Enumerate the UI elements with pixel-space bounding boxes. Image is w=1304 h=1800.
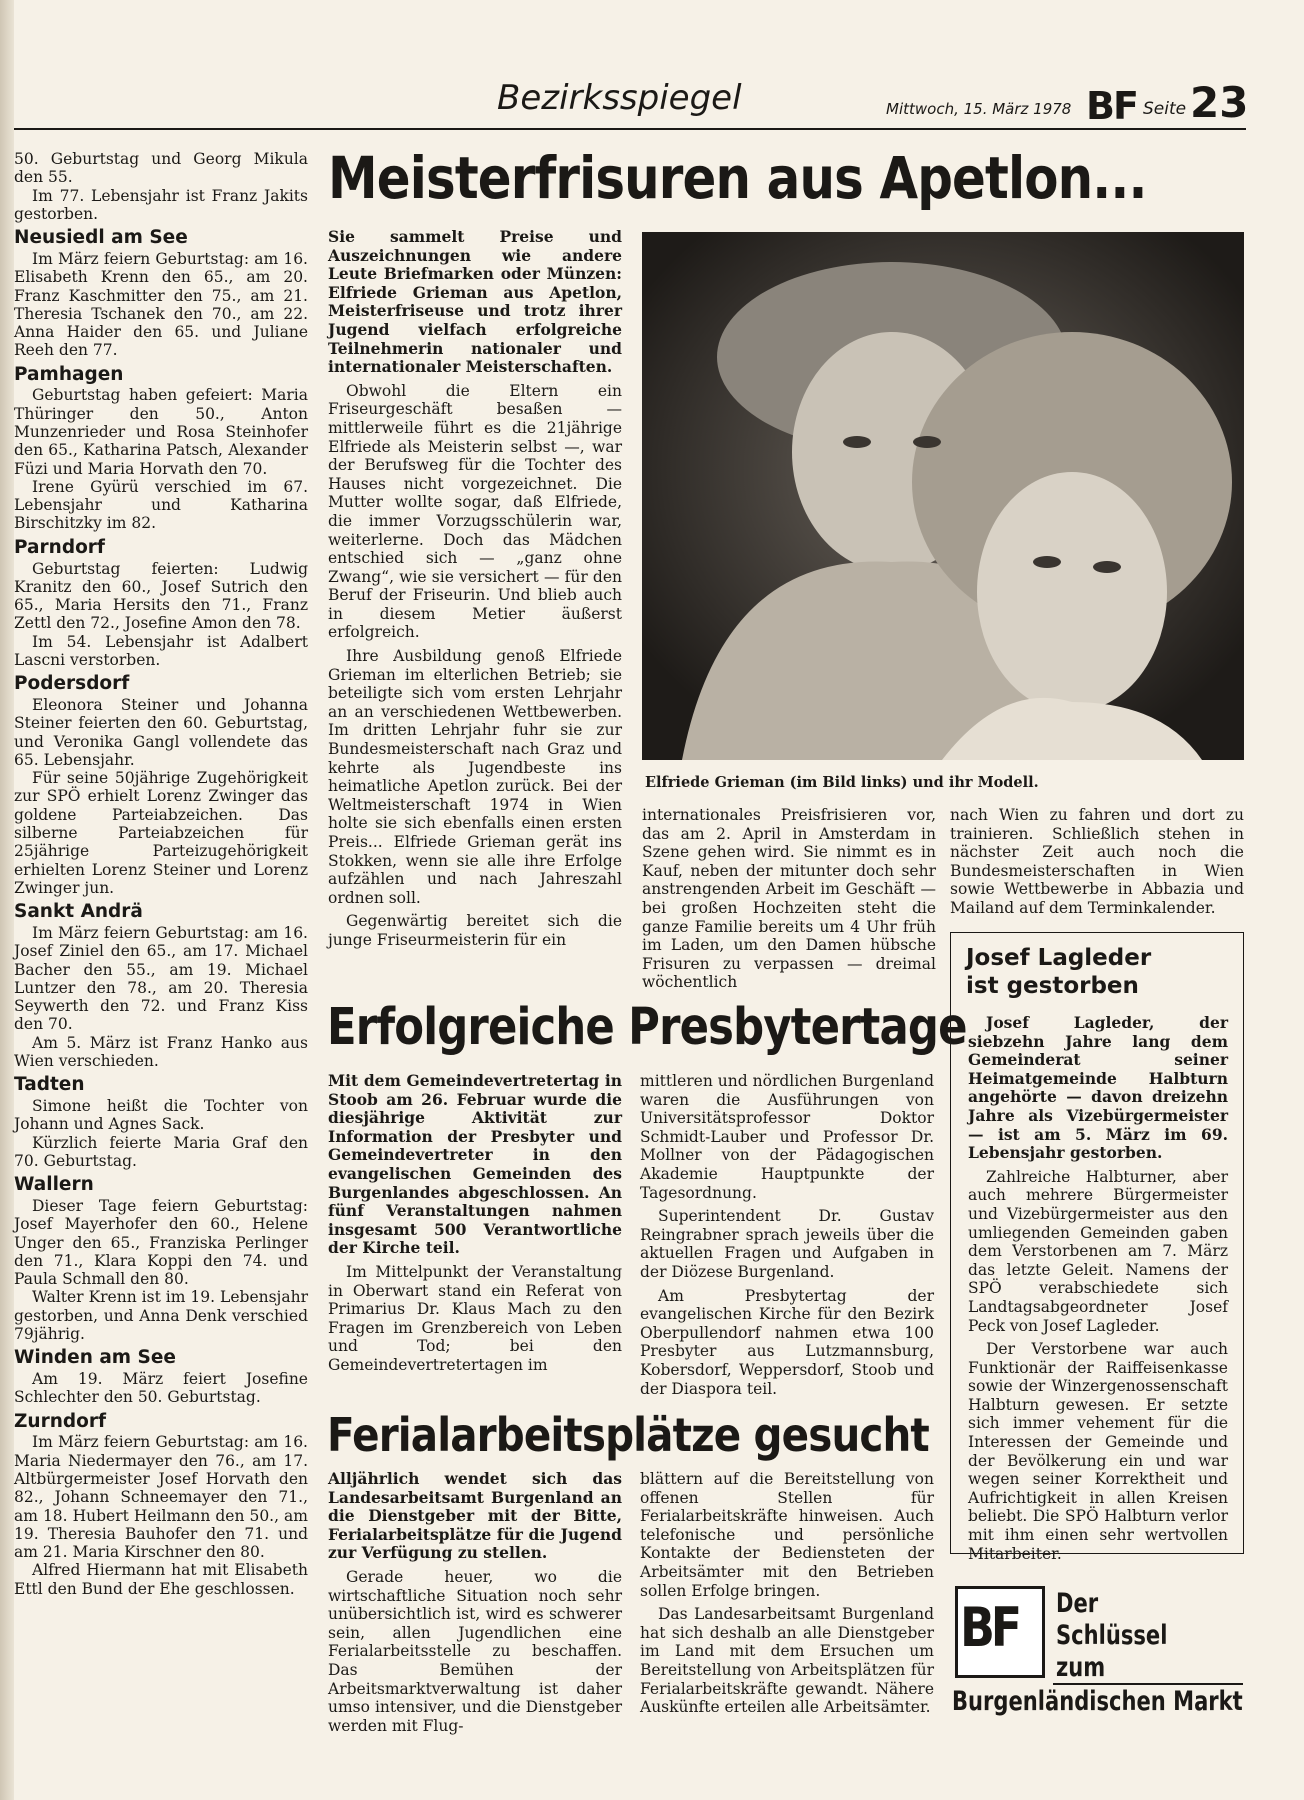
article2-lead: Mit dem Gemeindevertretertag in Stoob am 26. Februar wurde die diesjährige Aktivität zur Information der Presbyter und Gemeindevertreter in den evangelischen Gemeinden des Burgenlandes abgeschlossen. An fünf Veranstaltungen nahmen insgesamt 500 Verantwortliche der Kirche teil. bbox=[328, 1071, 622, 1258]
article3-lead: Alljährlich wendet sich das Landesarbeitsamt Burgenland an die Dienstgeber mit der Bitte, Ferialarbeitsplätze für die Jugend zur Verfügung zu stellen. bbox=[328, 1469, 622, 1563]
left-column bbox=[14, 150, 308, 1598]
article2-paragraph: Superintendent Dr. Gustav Reingrabner sprach jeweils über die aktuellen Fragen und Aufgaben in der Diözese Burgenland. bbox=[640, 1207, 934, 1281]
article2-paragraph: Am Presbytertag der evangelischen Kirche für den Bezirk Oberpullendorf nahmen etwa 100 Presbyter aus Lutzmannsburg, Kobersdorf, Weppersdorf, Stoob und der Diaspora teil. bbox=[640, 1286, 934, 1398]
article2-column-2 bbox=[640, 1072, 934, 1403]
portrait-photo bbox=[642, 232, 1244, 760]
ad-rule bbox=[1053, 1683, 1243, 1685]
obituary-paragraph: Zahlreiche Halbturner, aber auch mehrere Bürgermeister und Vizebürgermeister aus den umliegenden Gemeinden gaben dem Verstorbenen am 7. März das letzte Geleit. Namens der SPÖ verabschiedete sich Landtagsabgeordneter Josef Peck von Josef Lagleder. bbox=[968, 1167, 1228, 1335]
place-paragraph: Im 54. Lebensjahr ist Adalbert Lascni verstorben. bbox=[14, 632, 308, 669]
headline-meisterfrisuren: Meisterfrisuren aus Apetlon... bbox=[328, 144, 1147, 212]
obituary-title bbox=[966, 944, 1151, 1000]
obituary-body bbox=[968, 1014, 1228, 1568]
place-paragraph: Eleonora Steiner und Johanna Steiner feierten den 60. Geburtstag, und Veronika Gangl vollendete das 65. Lebensjahr. bbox=[14, 696, 308, 769]
article1-column-2 bbox=[642, 806, 936, 997]
section-title: Bezirksspiegel bbox=[497, 78, 742, 118]
article3-paragraph: Gerade heuer, wo die wirtschaftliche Situation noch sehr unübersichtlich ist, wird es schwerer sein, allen Jugendlichen eine Ferialarbeitsstelle zu beschaffen. Das Bemühen der Arbeitsmarktverwaltung ist daher umso intensiver, und die Dienstgeber werden mit Flug- bbox=[328, 1567, 622, 1735]
place-heading: Tadten bbox=[14, 1074, 85, 1096]
ad-slogan: Burgenländischen Markt bbox=[952, 1686, 1243, 1717]
headline-presbytertage: Erfolgreiche Presbytertage bbox=[327, 998, 967, 1057]
place-paragraph: Dieser Tage feiern Geburtstag: Josef Mayerhofer den 60., Helene Unger den 65., Franziska Perlinger den 71., Klara Koppi den 74. und Paula Schmall den 80. bbox=[14, 1197, 308, 1289]
intro-paragraph: 50. Geburtstag und Georg Mikula den 55. bbox=[14, 150, 308, 187]
place-paragraph: Geburtstag feierten: Ludwig Kranitz den 60., Josef Sutrich den 65., Maria Hersits den 71., Franz Zettl den 72., Josefine Amon den 78. bbox=[14, 559, 308, 633]
obituary-title-line: Josef Lagleder bbox=[966, 945, 1152, 971]
header-rule bbox=[14, 128, 1246, 130]
ad-text-line: Der bbox=[1056, 1588, 1099, 1619]
article1-paragraph: nach Wien zu fahren und dort zu trainieren. Schließlich stehen in nächster Zeit auch noch die Bundesmeisterschaften in Wien sowie Wettbewerbe in Abbazia und Mailand auf dem Terminkalender. bbox=[950, 806, 1244, 917]
obituary-paragraph: Der Verstorbene war auch Funktionär der Raiffeisenkasse sowie der Winzergenossenschaft Halbturn gewesen. Er setzte sich immer vehement für die Interessen der Gemeinde und der Bevölkerung ein und war wegen seiner Korrektheit und Aufrichtigkeit in allen Kreisen beliebt. Die SPÖ Halbturn verlor mit ihm einen sehr wertvollen Mitarbeiter. bbox=[968, 1340, 1228, 1563]
page-binding-edge bbox=[0, 0, 14, 1800]
article3-column-2 bbox=[640, 1470, 934, 1722]
obituary-lead: Josef Lagleder, der siebzehn Jahre lang dem Gemeinderat seiner Heimatgemeinde Halbturn angehörte — davon dreizehn Jahre als Vizebürgermeister — ist am 5. März im 69. Lebensjahr gestorben. bbox=[968, 1013, 1228, 1163]
article3-column-1 bbox=[328, 1470, 622, 1740]
place-paragraph: Kürzlich feierte Maria Graf den 70. Geburtstag. bbox=[14, 1133, 308, 1170]
place-paragraph: Für seine 50jährige Zugehörigkeit zur SPÖ erhielt Lorenz Zwinger das goldene Parteiabzeichen. Das silberne Parteiabzeichen für 25jährige Parteizugehörigkeit erhielten Lorenz Steiner und Lorenz Zwinger jun. bbox=[14, 769, 308, 897]
photo-caption: Elfriede Grieman (im Bild links) und ihr Modell. bbox=[645, 774, 1039, 791]
article1-column-3 bbox=[950, 806, 1244, 923]
headline-ferialarbeitsplaetze: Ferialarbeitsplätze gesucht bbox=[327, 1408, 929, 1462]
place-heading: Zurndorf bbox=[14, 1410, 107, 1432]
place-paragraph: Am 5. März ist Franz Hanko aus Wien verschieden. bbox=[14, 1033, 308, 1070]
ad-text-line: Schlüssel bbox=[1056, 1620, 1168, 1651]
issue-date: Mittwoch, 15. März 1978 bbox=[886, 100, 1072, 118]
page-label: Seite bbox=[1143, 99, 1187, 119]
place-paragraph: Irene Gyürü verschied im 67. Lebensjahr und Katharina Birschitzky im 82. bbox=[14, 477, 308, 533]
place-paragraph: Am 19. März feiert Josefine Schlechter den 50. Geburtstag. bbox=[14, 1370, 308, 1407]
article1-column-1 bbox=[328, 228, 622, 955]
intro-paragraph: Im 77. Lebensjahr ist Franz Jakits gestorben. bbox=[14, 186, 308, 223]
place-heading: Wallern bbox=[14, 1174, 94, 1196]
masthead-logo: BF bbox=[1086, 84, 1137, 128]
article1-paragraph: internationales Preisfrisieren vor, das am 2. April in Amsterdam in Szene gehen wird. Sie nimmt es in Kauf, neben der mitunter doch sehr anstrengenden Arbeit im Geschäft — bei großen Hochzeiten steht die ganze Familie bereits um 4 Uhr früh im Laden, um den Damen hübsche Frisuren zu verpassen — dreimal wöchentlich bbox=[642, 806, 936, 992]
place-heading: Neusiedl am See bbox=[14, 227, 188, 249]
place-heading: Podersdorf bbox=[14, 673, 130, 695]
place-heading: Parndorf bbox=[14, 536, 105, 558]
article2-paragraph: mittleren und nördlichen Burgenland waren die Ausführungen von Universitätsprofessor Doktor Schmidt-Lauber und Professor Dr. Mollner von der Pädagogischen Akademie Hauptpunkte der Tagesordnung. bbox=[640, 1072, 934, 1202]
place-paragraph: Simone heißt die Tochter von Johann und Agnes Sack. bbox=[14, 1097, 308, 1134]
article3-paragraph: Das Landesarbeitsamt Burgenland hat sich deshalb an alle Dienstgeber im Land mit dem Ersuchen um Bereitstellung von Arbeitsplätzen für Ferialarbeitskräfte gewandt. Nähere Auskünfte erteilen alle Arbeitsämter. bbox=[640, 1605, 934, 1717]
place-paragraph: Im März feiern Geburtstag: am 16. Josef Ziniel den 65., am 17. Michael Bacher den 55., am 19. Michael Luntzer den 78., am 20. Theresia Seywerth den 72. und Franz Kiss den 70. bbox=[14, 923, 308, 1034]
portrait-photo-image bbox=[642, 232, 1244, 760]
article2-column-1 bbox=[328, 1072, 622, 1380]
ad-text-line: zum bbox=[1056, 1652, 1106, 1683]
place-paragraph: Im März feiern Geburtstag: am 16. Maria Niedermayer den 76., am 17. Altbürgermeister Josef Horvath den 82., Johann Schneemayer den 71., am 18. Hubert Heilmann den 50., am 19. Theresia Bauhofer den 71. und am 21. Maria Kirschner den 80. bbox=[14, 1433, 308, 1562]
place-paragraph: Geburtstag haben gefeiert: Maria Thüringer den 50., Anton Munzenrieder und Rosa Steinhofer den 65., Katharina Patsch, Alexander Füzi und Maria Horvath den 70. bbox=[14, 386, 308, 478]
article1-paragraph: Gegenwärtig bereitet sich die junge Friseurmeisterin für ein bbox=[328, 912, 622, 949]
ad-logo: BF bbox=[960, 1596, 1018, 1659]
article2-paragraph: Im Mittelpunkt der Veranstaltung in Oberwart stand ein Referat von Primarius Dr. Klaus Mach zu den Fragen im Grenzbereich von Leben und Tod; bei den Gemeindevertretertagen im bbox=[328, 1262, 622, 1374]
article1-paragraph: Ihre Ausbildung genoß Elfriede Grieman im elterlichen Betrieb; sie beteiligte sich vom ersten Lehrjahr an an verschiedenen Wettbewerben. Im dritten Lehrjahr fuhr sie zur Bundesmeisterschaft nach Graz und kehrte als Jugendbeste ins heimatliche Apetlon zurück. Bei der Weltmeisterschaft 1974 in Wien holte sie sich ebenfalls einen ersten Preis... Elfriede Grieman gerät ins Stokken, wenn sie alle ihre Erfolge aufzählen und nach Jahreszahl ordnen soll. bbox=[328, 647, 622, 907]
article3-paragraph: blättern auf die Bereitstellung von offenen Stellen für Ferialarbeitskräfte hinweisen. Auch telefonische und persönliche Kontakte der Bediensteten der Arbeitsämter mit den Betrieben sollen Erfolge bringen. bbox=[640, 1470, 934, 1600]
place-heading: Pamhagen bbox=[14, 363, 124, 385]
place-paragraph: Alfred Hiermann hat mit Elisabeth Ettl den Bund der Ehe geschlossen. bbox=[14, 1561, 308, 1598]
place-paragraph: Walter Krenn ist im 19. Lebensjahr gestorben, und Anna Denk verschied 79jährig. bbox=[14, 1288, 308, 1343]
place-paragraph: Im März feiern Geburtstag: am 16. Elisabeth Krenn den 65., am 20. Franz Kaschmitter den 75., am 21. Theresia Tschanek den 70., am 22. Anna Haider den 65. und Juliane Reeh den 77. bbox=[14, 249, 308, 360]
article1-paragraph: Obwohl die Eltern ein Friseurgeschäft besaßen — mittlerweile führt es die 21jährige Elfriede als Meisterin selbst —, war der Berufsweg für die Tochter des Hauses nicht vorgezeichnet. Die Mutter wollte sogar, daß Elfriede, die immer Vorzugsschülerin war, weiterlerne. Doch das Mädchen entschied sich — „ganz ohne Zwang“, wie sie versichert — für den Beruf der Friseurin. Und blieb auch in diesem Metier äußerst erfolgreich. bbox=[328, 381, 622, 642]
article1-lead: Sie sammelt Preise und Auszeichnungen wie andere Leute Briefmarken oder Münzen: Elfriede Grieman aus Apetlon, Meisterfriseuse und trotz ihrer Jugend vielfach erfolgreiche Teilnehmerin nationaler und internationaler Meisterschaften. bbox=[328, 227, 622, 377]
page-number: 23 bbox=[1190, 78, 1249, 127]
place-heading: Winden am See bbox=[14, 1347, 176, 1369]
place-heading: Sankt Andrä bbox=[14, 901, 143, 923]
obituary-title-line: ist gestorben bbox=[966, 973, 1139, 1000]
